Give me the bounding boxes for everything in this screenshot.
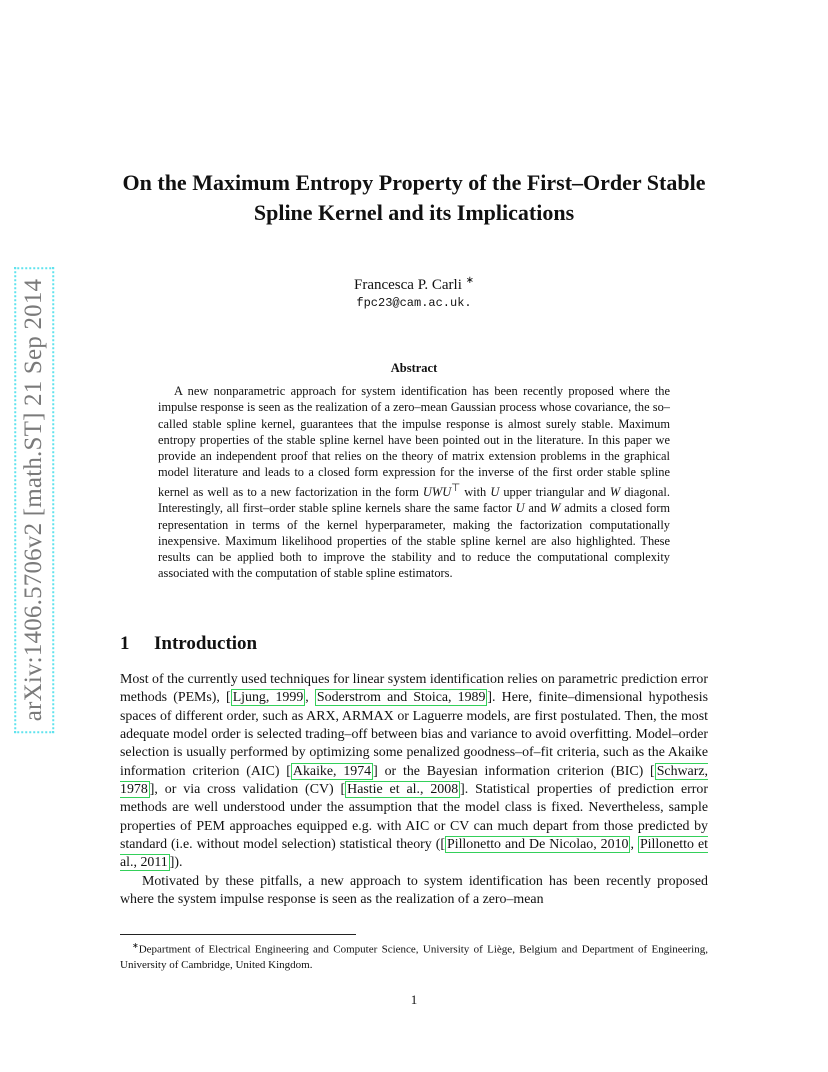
introduction-paragraph-1 — [120, 671, 708, 873]
abstract-heading: Abstract — [390, 361, 438, 375]
intro-text-a: Most of the currently used techniques for linear system identification relies on parametric prediction error methods (PEMs), [ — [120, 672, 708, 706]
intro-separator-2: , — [630, 837, 638, 853]
abstract-body — [158, 383, 670, 582]
intro-text-b: ]. Here, finite–dimensional hypothesis spaces of different order, such as ARX, ARMAX or Laguerre models, are first postulated. Then, the most adequate model order is selected trading–off between bias and variance to avoid overfitting. Model–order selection is usually performed by optimizing some penalized goodness–of–fit criteria, such as the Akaike information criterion (AIC) [ — [120, 690, 708, 779]
page-number: 1 — [410, 992, 418, 1007]
author-line — [120, 275, 708, 294]
abstract-text-2: with — [460, 484, 491, 499]
footnote — [120, 938, 708, 973]
introduction-paragraph-2: Motivated by these pitfalls, a new approach to system identification has been recently proposed where the system impulse response is seen as the realization of a zero–mean — [120, 873, 708, 908]
section-number: 1 — [120, 633, 130, 654]
math-uwu: UWU — [422, 484, 452, 499]
abstract-text-1: A new nonparametric approach for system identification has been recently proposed where the impulse response is seen as the realization of a zero–mean Gaussian process whose covariance, the so–called stable spline kernel, guarantees that the impulse response is almost surely stable. Maximum entropy properties of the stable spline kernel have been pointed out in the literature. In this paper we provide an independent proof that relies on the theory of matrix extension problems in the graphical model literature and leads to a closed form expression for the inverse of the first order stable spline kernel as well as to a new factorization in the form — [158, 384, 670, 499]
abstract-text-4: diagonal. Interestingly, all first–order stable spline kernels share the same factor — [158, 484, 670, 516]
author-name: Francesca P. Carli — [353, 277, 462, 293]
citation-link-ljung[interactable]: Ljung, 1999 — [232, 690, 304, 706]
intro-text-c: ] or the Bayesian information criterion (BIC) [ — [373, 763, 655, 779]
citation-link-schwarz[interactable]: Schwarz, 1978 — [120, 763, 708, 798]
citation-link-pillonetto-etal[interactable]: Pillonetto et al., 2011 — [120, 837, 708, 871]
intro-separator-1: , — [305, 690, 315, 706]
math-w-2: W — [550, 501, 561, 516]
author-email: fpc23@cam.ac.uk. — [356, 296, 472, 310]
paper-title: On the Maximum Entropy Property of the First–Order Stable Spline Kernel and its Implications — [122, 170, 706, 225]
footnote-mark: ∗ — [132, 941, 139, 950]
author-footnote-mark: ∗ — [465, 275, 475, 286]
arxiv-identifier-text: arXiv:1406.5706v2 [math.ST] 21 Sep 2014 — [14, 267, 54, 733]
introduction-body — [120, 671, 708, 909]
intro-text-e: ]. Statistical properties of prediction error methods are well understood under the assumption that the model class is fixed. Nevertheless, sample properties of PEM approaches equipped e.g. with AIC or CV can much depart from those predicted by standard (i.e. without model selection) statistical theory ([ — [120, 782, 708, 853]
footnote-text: Department of Electrical Engineering and Computer Science, University of Liège, Belgium and Department of Engineering, University of Cambridge, United Kingdom. — [120, 943, 708, 971]
math-u: U — [490, 484, 500, 499]
arxiv-identifier-stamp — [14, 250, 54, 750]
math-transpose: ⊤ — [451, 482, 461, 494]
citation-link-soderstrom[interactable]: Soderstrom and Stoica, 1989 — [316, 690, 486, 706]
intro-text-d: ], or via cross validation (CV) [ — [149, 782, 346, 798]
citation-link-pillonetto-denicolao[interactable]: Pillonetto and De Nicolao, 2010 — [446, 837, 629, 853]
citation-link-akaike[interactable]: Akaike, 1974 — [292, 763, 372, 779]
citation-link-hastie[interactable]: Hastie et al., 2008 — [347, 782, 459, 798]
footnote-rule — [120, 934, 356, 935]
section-title: Introduction — [154, 633, 258, 654]
abstract-text-3: upper triangular and — [499, 484, 610, 499]
abstract-text-5: and — [524, 501, 551, 516]
abstract-text-6: admits a closed form representation in terms of the kernel hyperparameter, making the factorization computationally inexpensive. Maximum likelihood properties of the stable spline kernel are also highlighted. These results can be applied both to improve the stability and to reduce the computational complexity associated with the computation of stable spline estimators. — [158, 501, 671, 581]
math-u-2: U — [515, 501, 525, 516]
math-w: W — [609, 484, 621, 499]
section-heading-introduction — [120, 633, 257, 655]
intro-text-f: ]). — [169, 855, 183, 871]
